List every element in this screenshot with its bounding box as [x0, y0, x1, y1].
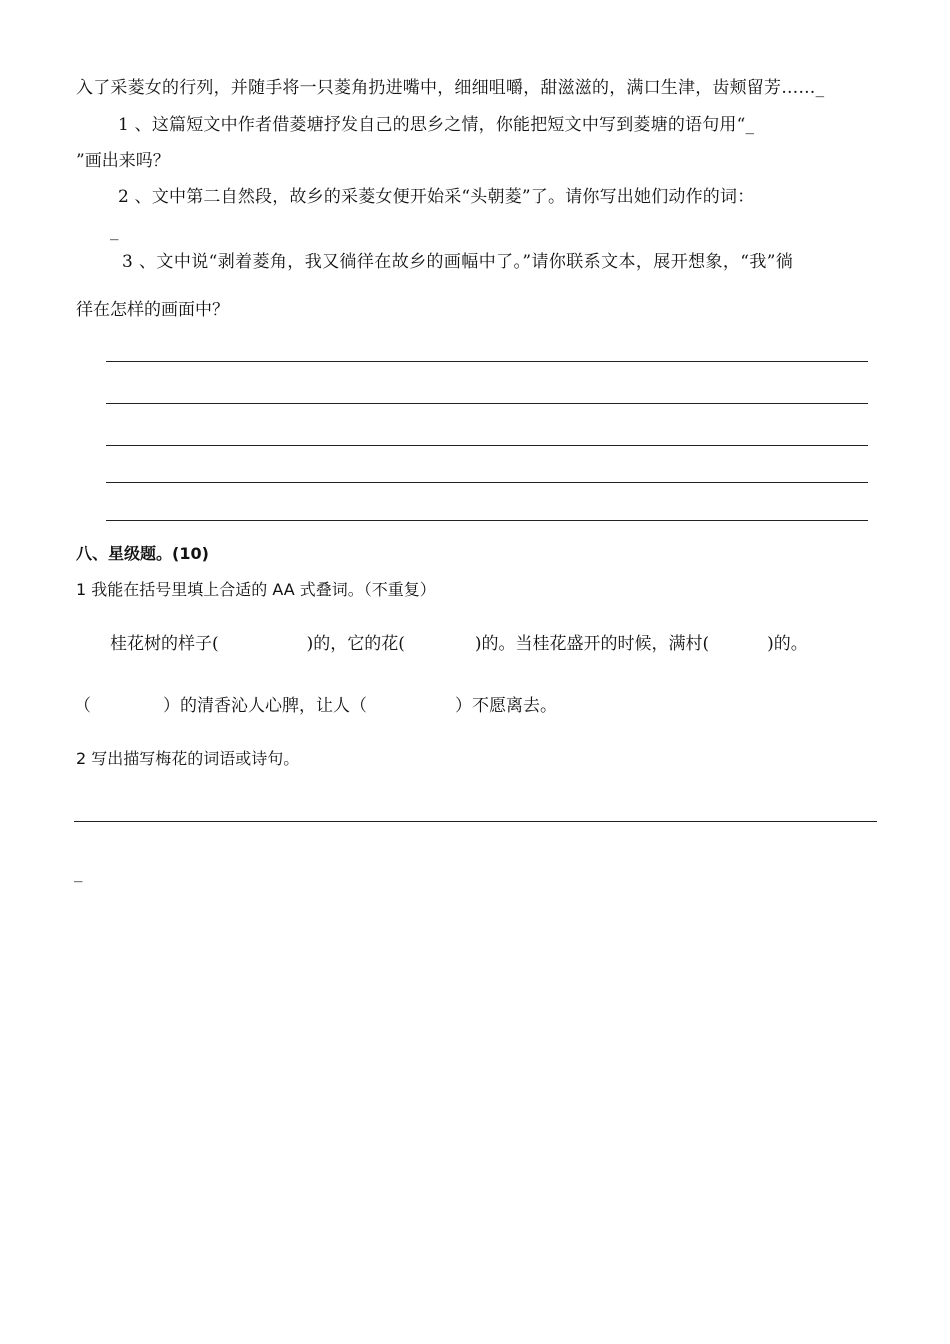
answer-line-4 [106, 482, 868, 483]
answer-line-1 [106, 361, 868, 362]
question-2-answer-blank: _ [110, 221, 119, 241]
answer-line-5 [106, 520, 868, 521]
question-2-line-1: 2 、文中第二自然段，故乡的采菱女便开始采“头朝菱”了。请你写出她们动作的词： [118, 187, 755, 207]
answer-line-3 [106, 445, 868, 446]
section-8-item-2-title: 2 写出描写梅花的词语或诗句。 [76, 749, 300, 768]
row-1-part-d: )的。 [767, 634, 808, 654]
section-8-item-1-row-2 [74, 695, 557, 717]
section-8-heading: 八、星级题。(10) [76, 544, 209, 563]
row-1-part-b: )的，它的花( [306, 634, 405, 654]
row-2-part-c: ）不愿离去。 [455, 696, 557, 716]
row-2-part-b: ）的清香沁人心脾，让人（ [163, 696, 367, 716]
item-2-answer-line [74, 821, 877, 822]
question-3-line-1: 3 、文中说“剥着菱角，我又徜徉在故乡的画幅中了。”请你联系文本，展开想象，“我”徜 [122, 252, 794, 272]
question-1-line-1: 1 、这篇短文中作者借菱塘抒发自己的思乡之情，你能把短文中写到菱塘的语句用“_ [118, 115, 755, 135]
row-1-part-c: )的。当桂花盛开的时候，满村( [474, 634, 710, 654]
row-1-part-a: 桂花树的样子( [110, 634, 219, 654]
answer-line-2 [106, 403, 868, 404]
section-8-item-1-row-1 [110, 633, 808, 655]
passage-last-line: 入了采菱女的行列，并随手将一只菱角扔进嘴中，细细咀嚼，甜滋滋的，满口生津，齿颊留芳……_ [76, 78, 825, 98]
row-2-part-a: （ [74, 696, 91, 716]
question-1-line-2: ”画出来吗？ [76, 151, 170, 171]
question-3-line-2: 徉在怎样的画面中？ [76, 300, 229, 320]
section-8-item-1-title: 1 我能在括号里填上合适的 AA 式叠词。（不重复） [76, 580, 436, 599]
item-2-answer-blank: _ [74, 863, 83, 883]
